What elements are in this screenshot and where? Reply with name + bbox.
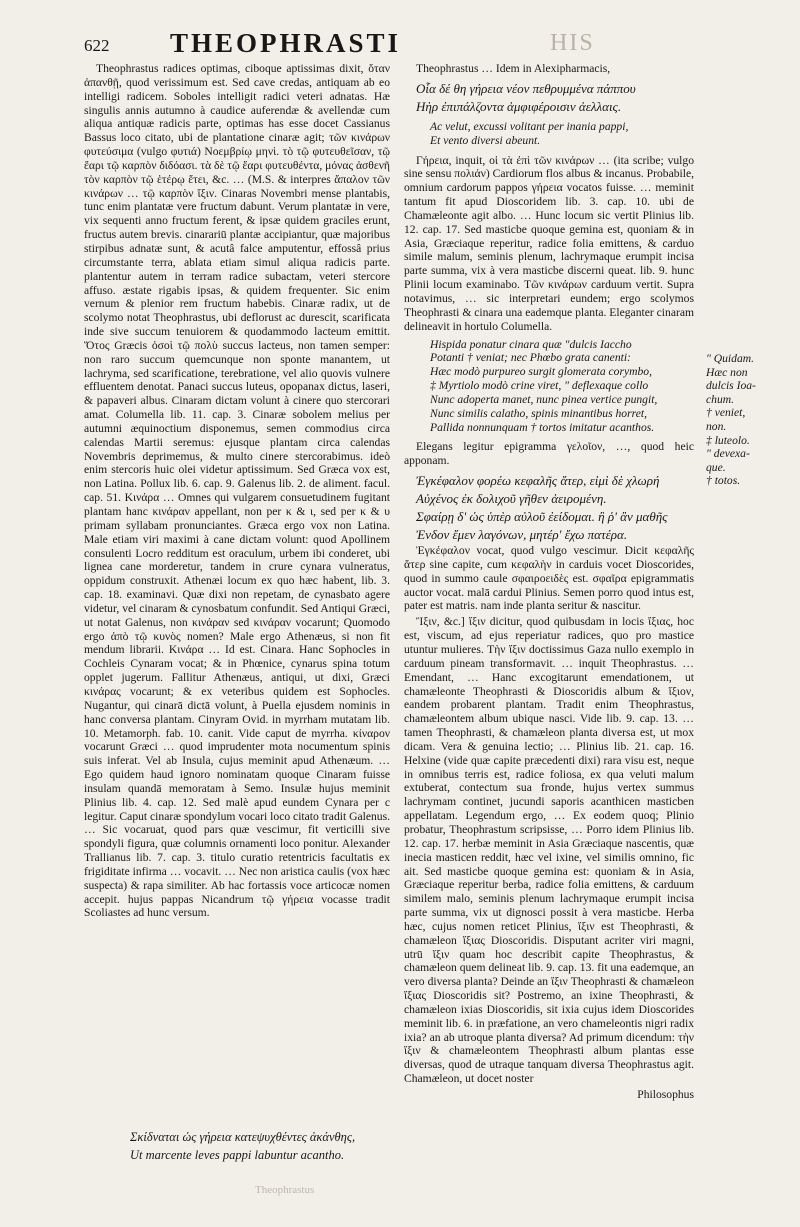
left-paragraph: Theophrastus radices optimas, ciboque aptissimas dixit, ὅταν ἀπανθῇ, quod verissimum est. Sed cave credas, antiquam ab eo intelligi radicem. Soboles intelligit radici veteri adnatas. Hæ singulis annis autumno à caudice auferendæ & avellendæ cum aliqua antiquæ radicis parte, optimas has esse docet Cassianus Bassus loco citato, ubi de plantatione cinaræ agit; τῶν κινάρων φυτεύσιμα (vulgo φυτιά) Νοεμβρίῳ μηνὶ. τὸ τῷ φυτευθεῖσαν, τῷ ἔαρι τῷ καρπὸν διδόασι. τὰ δὲ τῷ ἔαρι φυτευθέντα, μόνας ἀσθενῆ τὸν καρπὸν τῷ ἑτέρῳ ἔτει, &c. … (M.S. & interpres ἄπαλον τῶν κινάρων … τῷ καρπὸν ἴξιν. Cinaras Novembri mense plantabis, tunc enim plantatæ vere fructum dabunt. Verum plantatæ in vere, vix sequenti anno fructum ferent, & ipsæ quidem graciles erunt, fructus autem brevis. cinarariū plantæ accipiantur, quæ majoribus stirpibus adnatæ sunt, & acutâ falce amputentur, effossâ prius circumstante terra, ablata etiam simul aliqua radicis parte. plantentur autem in terram radice subactam, veteri stercore affuso. æstate rigabis ipsas, & quidem frequenter. Sic enim vernum & plenior rem fructum habebis. Cinaræ radix, ut de scolymo notat Theophrastus, ubi deflorust ac durescit, scarificata inde sive succum tenuiorem & quodammodo lacteum emittit. Ὅτος Græcis ὀσοὶ τῷ πολὺ succus lacteus, non tamen semper: non raro succum quemcunque non sponte manantem, ut lachryma, sed scarificatione, terebratione, vel alio quovis vulnere effluentem denotat. Panaci succus luteus, opopanax dictus, laseri, & papaveri albus. Cinaram dictam volunt à cinere quo stercorari amat. Columella lib. 11. cap. 3. Cinaræ sobolem melius per autumni æquinoctium disponemus, semen commodius circa calendas Martii seremus: ejusque plantam circa calendas Novembris deprimemus, & multo cinere stercorabimus. ideò enim stercoris huic olei videtur aptissimum. Sed Græca vox est, non Latina. Pollux lib. 6. cap. 9. Galenus lib. 2. de aliment. facul. cap. 51. Κινάρα … Omnes qui vulgarem consuetudinem fugitant plantam hanc κινάραν appellant, non per κ & ι, sed per κ & υ primam syllabam pronunciantes. Græca ergo vox non Latina. Male etiam viri maximi à cane dictam volunt: quod Apollinem consulenti Locro redditum est oraculum, urbem ibi conderet, ubi lignea cane morderetur, tandem in crure cynara vulneratus, oppidum construxit. Athenæi locum ex quo hæc habent, lib. 3. cap. 18. examinavi. Quæ dixi non repetam, de cynasbato agere videtur, vel cinaram & cynosbatum confundit. Sed Antiqui Græci, ut notat Galenus, non κινάραν sed κινάραν vocarunt; Quomodo ergo ἀπὸ τῷ κυνὸς nomen? Male ergo Athenæus, si non fit mendum librarii. Κινάρα … Id est. Cinara. Hanc Sophocles in Cochleis Cynaram vocat; & in Phœnice, cynarus spina totum opplet jugerum. Fallitur Athenæus, antiqui, ut dixi, Græci κινάρας vocarunt; & ex veteribus quidem est Sophocles. Nugantur, qui cinarā dictā volunt, à Puella ejusdem nominis in hanc conversa plantam. Cinyram Ovid. in myrrham mutatam lib. 10. Metamorph. fab. 10. canit. Vide caput de myrrha. κίναρον vocarunt Græci … quod imprudenter mota nocumentum spinis suis inferat. Vel ab Insula, cujus meminit apud Athenæum. … Ego quidem haud ignoro nominatam quoque Cinaram fuisse insulam quandā memoratam à Semo. Insulæ hujus meminit Plinius lib. 4. cap. 12. Sed malè apud eundem Cynara per c legitur. Caput cinaræ spondylum vocari loco citato tradit Galenus. … Sic vocaruat, quod pars quæ vescimur, fit verticilli sive spondyli figura, quæ columnis ornamenti loco ponitur. Alexander Trallianus lib. 7. cap. 3. titulo curatio retentricis facultatis ex frigiditate infirma … vocavit. … Nec non aristica caulis (vox hæc suspecta) & rapa similiter. Ab hac fortassis voce articocæ nomen accepit. hujus pappas Nicandrum τῷ γήρεια vocasse tradit Scoliastes ad hunc versum.	[84, 62, 390, 920]
marginal-note: Hæc non	[706, 365, 748, 379]
marginal-note: " Quidam.	[706, 352, 755, 365]
marginal-note: dulcis Ioa-	[706, 379, 756, 393]
epigram-line: Σφαίρῃ δ' ὡς ὑπὲρ αὐλοῦ ἐείδομαι. ἢ ῥ' ἂν μαθῆς	[416, 509, 668, 525]
epigram-line: Ἐγκέφαλον φορέω κεφαλῆς ἄτερ, εἰμὶ δὲ χλωρή	[416, 473, 660, 489]
poem-line: Potanti † veniat; nec Phœbo grata canenti:	[430, 351, 631, 365]
marginal-note: que.	[706, 460, 726, 474]
poem-line: Nunc adoperta manet, nunc pinea vertice pungit,	[430, 392, 658, 406]
running-title: THEOPHRASTI	[170, 28, 402, 58]
right-column	[404, 62, 694, 1212]
latin-verse-line: Ut marcente leves pappi labuntur acantho.	[130, 1148, 345, 1162]
columella-poem	[430, 338, 694, 435]
right-paragraph: Γήρεια, inquit, οἱ τὰ ἐπὶ τῶν κινάρων … (ita scribe; vulgo sine sensu πολιάν) Cardiorum flos albus & incanus. Probabile, omnium cardorum pappos γήρεια vocatos fuisse. … meminit tantum fit apud Dioscoridem lib. 3. cap. 10. ubi de Chamæleonte agit albo. … Hunc locum sic vertit Plinius lib. 12. cap. 17. Sed masticbe quoque gemina est, quoniam & in Asia, Græciaque reperitur, radice folia emittens, & carduo simile malum, seminis plenum, lachrymaque erumpit incisa parte summa, vix à vera masticbe discerni queat. lib. 9. hunc Plinii locum examinabo. Τῶν κινάρων carduum vertit. Supra notavimus, … sic interpretari eundem; ergo scolymos Theophrasti & cinara una eademque planta. Eleganter cinaram delineavit in hortulo Columella.	[404, 153, 694, 333]
poem-line: Pallida nonnunquam † tortos imitatur acanthos.	[430, 420, 655, 434]
latin-verse-line: Et vento diversi abeunt.	[430, 133, 541, 147]
bleed-through-text: HIS	[550, 30, 595, 56]
right-paragraph: Elegans legitur epigramma γελοῖον, …, quod heic apponam.	[404, 440, 694, 468]
greek-epigram	[416, 472, 694, 544]
poem-line: Nunc similis calatho, spinis minantibus horret,	[430, 406, 647, 420]
greek-verse-line: Οἷα δέ θη γήρεια νέον πεθρυμμένα πάππου	[416, 80, 636, 96]
epigram-line: Αὐχένος ἐκ δολιχοῦ γῆθεν ἀειρομένη.	[416, 491, 607, 507]
poem-line: Hispida ponatur cinara quæ "dulcis Iaccho	[430, 337, 632, 351]
marginal-note: † totos.	[706, 474, 741, 488]
latin-verse-block	[430, 120, 694, 148]
poem-line: Hæc modò purpureo surgit glomerata corymbo,	[430, 365, 652, 379]
catchword: Philosophus	[637, 1088, 694, 1101]
right-paragraph: Ἴξιν, &c.] ἴξιν dicitur, quod quibusdam in locis ἴξιας, hoc est, viscum, ad ejus reperiatur radices, quo pro mastice utuntur mulieres. Τὴν ἴξιν doctissimus Gaza nullo exemplo in carduum pineam transformavit. … inquit Theophrastus. … Emendant, … Hanc excogitarunt emendationem, ut chamæleonte Theophrasti & Dioscoridis album & ἴξιον, eandem probarent plantam. Tradit enim Theophrastus, chamæleontem album ubique nasci. Vide lib. 9. cap. 13. … tamen Theophrasti, & chamæleon planta diversa est, ut mox dicam. Vera & genuina lectio; … Plinius lib. 21. cap. 16. Helxine (vide quæ capite præcedenti dixi) rara visu est, neque in omnibus terris est, radice foliosa, ex qua veluti malum extuberat, contectum sua fronde, hujus vertex summus lachrymam continet, jucundi saporis acanthicen masticben appellatam. Legendum ergo, … Ex eodem quoq; Plinio probatur, Theophrastum scripsisse, … Porro idem Plinius lib. 12. cap. 17. herbæ meminit in Asia Græciaque nascentis, quæ inecia masticen reddit, hæc vel ixine, vel similis omnino, fic ait. Sed masticbe quoque gemina est: quoniam & in Asia, Græciaque reperitur berba, radice folia emittens, & carduum similem malo, seminis plenum lachrymaque erumpit incisa parte summa, vix ut dignosci possit à vera masticbe. Herba hæc, cujus nomen reticet Plinius, ἴξιν est Theophrasti, & chamæleon ἴξιας Dioscoridis. Disputant acriter viri magni, utrū ἴξιν quam hoc describit capite Theophrastus, & chamæleon quem delineat lib. 9. cap. 13. fit una eademque, an vero diversa planta? Deinde an ἴξιν Theophrasti & chamæleon ἴξιας Dioscoridis sit? Postremo, an ixine Theophrasti, & chamæleon ixias Dioscoridis, sit ixia cujus idem Dioscorides meminit lib. 6. in præfatione, an vero chameleontis nigri radix ixia? an ab utroque planta diversa? Ad primum dicendum: τὴν ἴξιν & chamæleontem Theophrasti album plantas esse diversas, quod de utraque tanquam diversa Theophrastus agit. Chamæleon, ut docet noster	[404, 615, 694, 1086]
page-number: 622	[84, 36, 110, 55]
faded-footer-text: Theophrastus	[255, 1184, 315, 1196]
marginal-note: " devexa-	[706, 447, 750, 461]
marginal-note: † veniet,	[706, 406, 746, 420]
marginal-note: ‡ luteolo.	[706, 433, 750, 447]
running-header	[0, 14, 800, 58]
greek-verse-line: Σκίδναται ὡς γήρεια κατεψυχθέντες ἀκάνθης,	[130, 1130, 356, 1144]
marginal-note: non.	[706, 419, 727, 433]
epigram-line: Ἐνδον ἔμεν λαγόνων, μητέρ' ἔχω πατέρα.	[416, 527, 628, 543]
marginal-notes	[706, 352, 796, 488]
greek-verse-block	[416, 80, 694, 116]
poem-line: ‡ Myrtiolo modò crine viret, " deflexaque collo	[430, 379, 649, 393]
greek-verse-line: Ηὴρ ἐπιπάλζοντα ἀμφιφέροισιν ἀελλαις.	[416, 98, 622, 114]
left-bottom-verse	[130, 1128, 410, 1164]
latin-verse-line: Ac velut, excussi volitant per inania pappi,	[430, 119, 629, 133]
right-paragraph: Ἐγκέφαλον vocat, quod vulgo vescimur. Dicit κεφαλῆς ἄτερ sine capite, cum κεφαλὴν in carduis vocet Dioscorides, quod in summo caule σφαιροειδὲς est. σφαῖρα epigrammatis auctor vocat. malā cardui Plinius. Semen porro quod intus est, pater est matris. nam inde planta seritur & nascitur.	[404, 544, 694, 613]
marginal-note: chum.	[706, 392, 735, 406]
right-intro: Theophrastus … Idem in Alexipharmacis,	[416, 62, 611, 75]
left-column	[84, 62, 390, 1212]
